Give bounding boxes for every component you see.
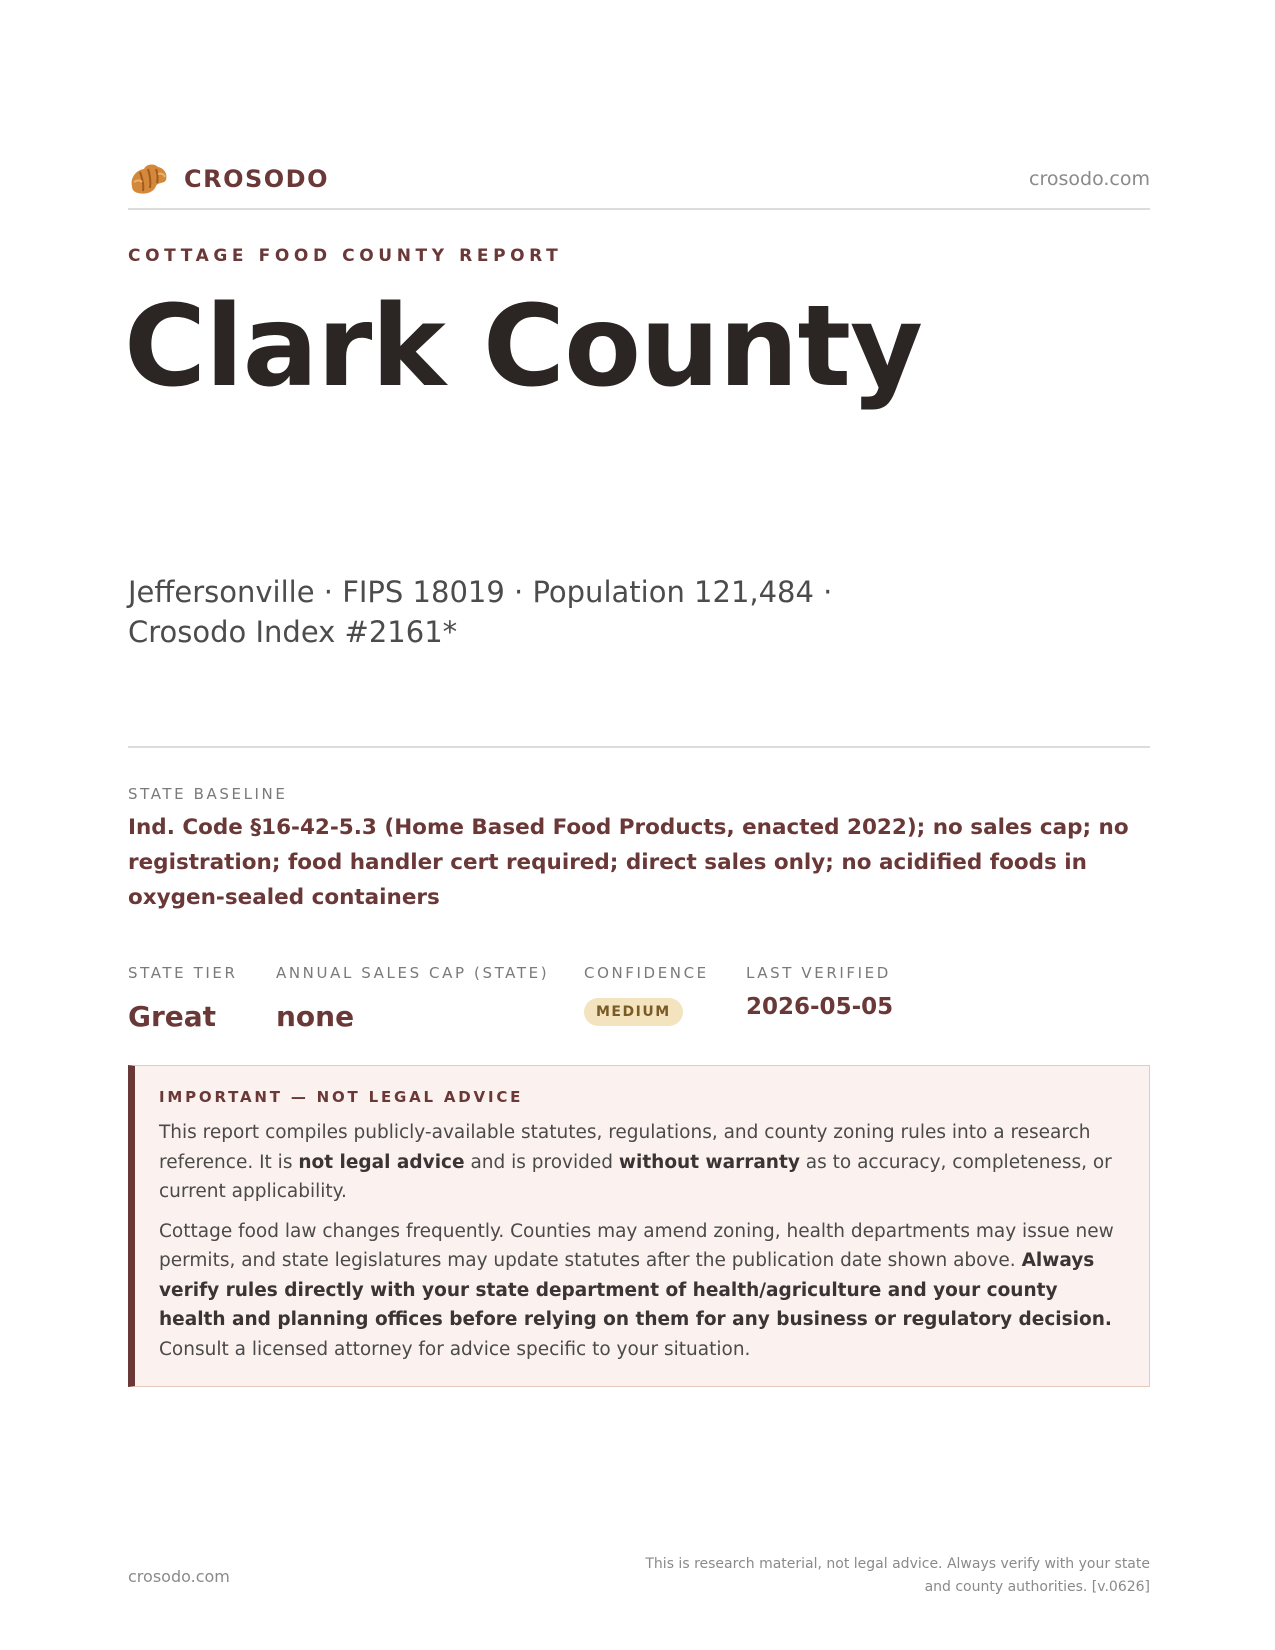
footer-url-link[interactable]: crosodo.com [128, 1567, 230, 1586]
page-header [128, 158, 1150, 210]
report-page [124, 0, 1150, 1650]
confidence-badge: MEDIUM [584, 998, 683, 1026]
stat-sales-cap [276, 964, 549, 1033]
notice-text: as to accuracy, completeness, or current applicability. [159, 1151, 1112, 1202]
stat-value: 2026-05-05 [746, 994, 894, 1020]
notice-text: This report compiles publicly-available statutes, regulations, and county zoning rules into a research reference. It is [159, 1122, 1091, 1173]
stat-label: CONFIDENCE [584, 964, 709, 982]
stat-label: LAST VERIFIED [746, 964, 891, 982]
stat-value: Great [128, 1000, 217, 1033]
stat-state-tier [128, 964, 238, 1033]
report-type-label: COTTAGE FOOD COUNTY REPORT [128, 246, 563, 266]
footer-disclaimer: This is research material, not legal advice. Always verify with your state and county authorities. [v.0626] [645, 1556, 1150, 1595]
notice-text: Consult a licensed attorney for advice specific to your situation. [159, 1338, 751, 1360]
notice-emphasis: Always verify rules directly with your state department of health/agriculture and your county health and planning offices before relying on them for any business or regulatory decision. [159, 1250, 1112, 1330]
croissant-icon [128, 160, 170, 198]
stat-last-verified [746, 964, 893, 1020]
brand-name: CROSODO [184, 165, 330, 193]
baseline-label: STATE BASELINE [128, 785, 288, 803]
notice-emphasis: not legal advice [298, 1151, 465, 1173]
notice-text: Cottage food law changes frequently. Counties may amend zoning, health departments may issue new permits, and state legislatures may update statutes after the publication date shown above. [159, 1220, 1114, 1271]
brand[interactable] [128, 160, 329, 198]
notice-text: and is provided [464, 1151, 619, 1173]
stat-value: none [276, 1000, 355, 1033]
baseline-text: Ind. Code §16-42-5.3 (Home Based Food Products, enacted 2022); no sales cap; no registration; food handler cert required; direct sales only; no acidified foods in oxygen-sealed containers [128, 815, 1129, 910]
legal-notice [128, 1065, 1150, 1387]
site-url-link[interactable]: crosodo.com [1029, 168, 1150, 190]
notice-paragraph [159, 1217, 1123, 1365]
stat-label: STATE TIER [128, 964, 238, 982]
stat-label: ANNUAL SALES CAP (STATE) [276, 964, 550, 982]
stat-confidence [584, 964, 709, 1026]
county-subtitle: Jeffersonville · FIPS 18019 · Population 121,484 · Crosodo Index #2161* [128, 575, 833, 649]
page-title: Clark County [124, 282, 923, 412]
notice-emphasis: without warranty [618, 1151, 800, 1173]
notice-label: IMPORTANT — NOT LEGAL ADVICE [159, 1088, 524, 1106]
notice-paragraph [159, 1118, 1123, 1207]
section-divider [128, 746, 1150, 748]
